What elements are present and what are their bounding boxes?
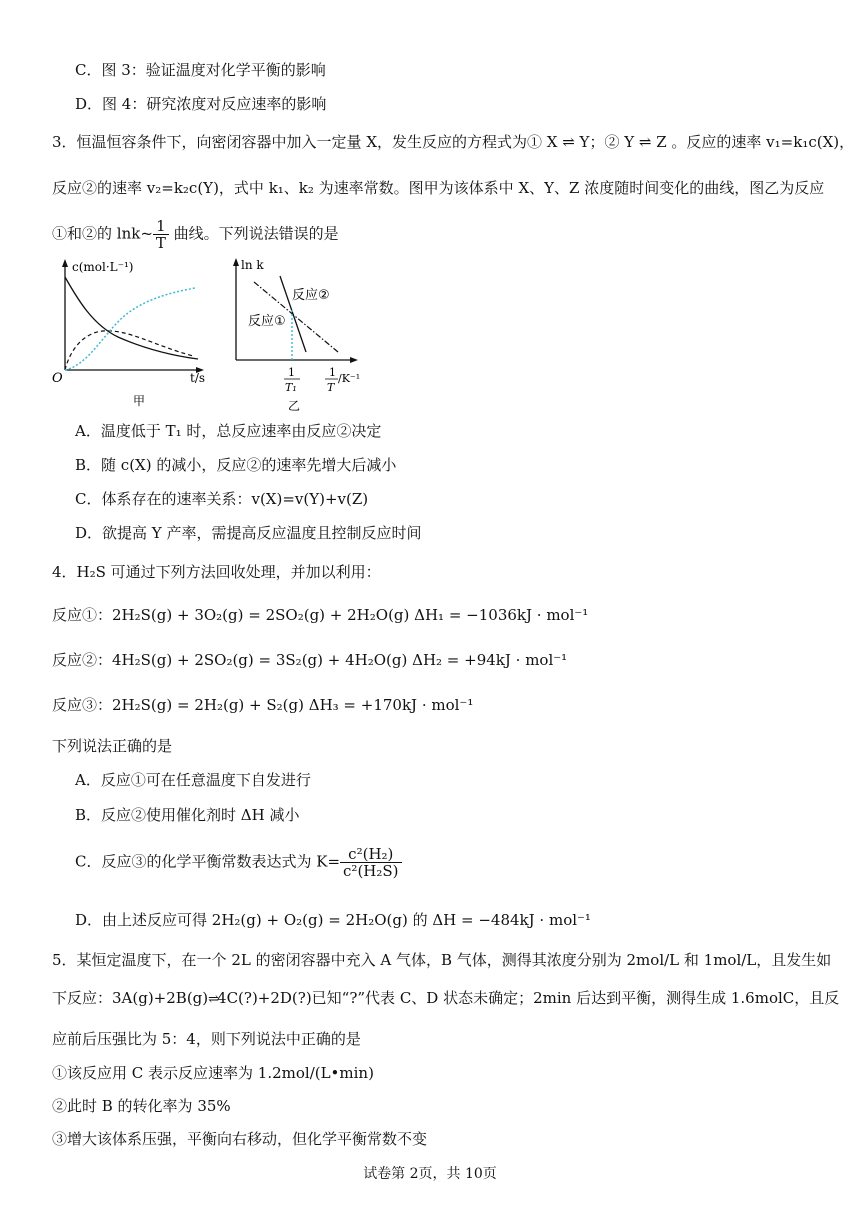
q5-stem-line3: 应前后压强比为 5：4，则下列说法中正确的是 (52, 1030, 361, 1048)
q3-option-c: C．体系存在的速率关系：v(X)=v(Y)+v(Z) (75, 490, 369, 508)
q5-stem-line2-pre: 下反应：3A(g)+2B(g) (52, 989, 209, 1007)
q3-stem-line2: 反应②的速率 v₂=k₂c(Y)，式中 k₁、k₂ 为速率常数。图甲为该体系中 X、Y、Z 浓度随时间变化的曲线，图乙为反应 (52, 179, 825, 197)
q4-stem: 4．H₂S 可通过下列方法回收处理，并加以利用： (52, 563, 381, 581)
frac-denominator: T (155, 234, 166, 252)
q3-stem-line3-post: 曲线。下列说法错误的是 (168, 224, 339, 243)
curve-y (65, 331, 193, 370)
q4-reaction-3: 反应③：2H₂S(g) = 2H₂(g) + S₂(g) ΔH₃ = +170kJ · mol⁻¹ (52, 696, 474, 714)
fig-a-x-label: t/s (190, 371, 206, 385)
fig-b-y-arrow (233, 258, 239, 266)
q3-option-a: A．温度低于 T₁ 时，总反应速率由反应②决定 (75, 422, 382, 440)
q4-option-b: B．反应②使用催化剂时 ΔH 减小 (75, 806, 300, 824)
q5-stem-line2-post: 4C(?)+2D(?)已知“?”代表 C、D 状态未确定；2min 后达到平衡，测得生成 1.6molC，且反 (217, 989, 840, 1007)
q2-option-d: D．图 4：研究浓度对反应速率的影响 (75, 95, 327, 113)
page-footer: 试卷第 2页，共 10页 (363, 1166, 497, 1182)
q3-stem-line1: 3．恒温恒容条件下，向密闭容器中加入一定量 X，发生反应的方程式为① X ⇌ Y；② Y ⇌ Z 。反应的速率 v₁=k₁c(X)， (52, 133, 855, 151)
label-reaction-1: 反应① (248, 314, 286, 329)
fig-b-x-label-num: 1 (329, 366, 336, 379)
tick-t1-num: 1 (288, 366, 295, 379)
fig-b-y-label: ln k (241, 258, 264, 272)
q4-reaction-1: 反应①：2H₂S(g) + 3O₂(g) = 2SO₂(g) + 2H₂O(g) ΔH₁ = −1036kJ · mol⁻¹ (52, 606, 589, 624)
figure-concentration-time (48, 255, 218, 415)
q3-stem-line3-pre: ①和②的 lnk~ (52, 224, 153, 243)
q5-stem-line1: 5．某恒定温度下，在一个 2L 的密闭容器中充入 A 气体，B 气体，测得其浓度分别为 2mol/L 和 1mol/L，且发生如 (52, 951, 832, 969)
q5-statement-3: ③增大该体系压强，平衡向右移动，但化学平衡常数不变 (52, 1130, 428, 1148)
fig-b-x-label-unit: /K⁻¹ (338, 372, 361, 385)
reversible-arrow-icon: ⇌ (208, 992, 218, 1007)
q2-option-c: C．图 3：验证温度对化学平衡的影响 (75, 61, 326, 79)
curve-x (65, 277, 198, 359)
fig-a-origin: O (52, 371, 63, 386)
fig-b-x-label-den: T (327, 381, 335, 394)
q4-option-c (75, 846, 402, 879)
figure-lnk-vs-inverse-t (226, 252, 366, 417)
tick-t1-den: T₁ (285, 381, 297, 394)
curve-z (65, 288, 195, 370)
q4-option-a: A．反应①可在任意温度下自发进行 (75, 771, 311, 789)
k-denominator: c²(H₂S) (343, 862, 399, 880)
q5-statement-1: ①该反应用 C 表示反应速率为 1.2mol/(L•min) (52, 1064, 374, 1082)
k-numerator: c²(H₂) (340, 846, 402, 863)
q4-prompt: 下列说法正确的是 (52, 737, 173, 755)
fig-a-y-arrow (62, 259, 68, 267)
q3-stem-line3 (52, 218, 339, 251)
fig-a-caption: 甲 (133, 394, 146, 408)
equilibrium-constant-fraction (340, 846, 402, 879)
q3-option-d: D．欲提高 Y 产率，需提高反应温度且控制反应时间 (75, 524, 422, 542)
q4-option-d: D．由上述反应可得 2H₂(g) + O₂(g) = 2H₂O(g) 的 ΔH = −484kJ · mol⁻¹ (75, 911, 591, 929)
fig-b-caption: 乙 (288, 399, 301, 413)
fig-b-x-arrow (350, 357, 358, 363)
fig-a-y-label: c(mol·L⁻¹) (72, 260, 134, 274)
inverse-t-fraction (153, 218, 169, 251)
q3-option-b: B．随 c(X) 的减小，反应②的速率先增大后减小 (75, 456, 397, 474)
q5-stem-line2 (52, 988, 839, 1010)
label-reaction-2: 反应② (292, 288, 330, 303)
q5-statement-2: ②此时 B 的转化率为 35% (52, 1097, 231, 1115)
q4-option-c-text: C．反应③的化学平衡常数表达式为 K= (75, 852, 341, 871)
frac-numerator: 1 (153, 218, 169, 235)
q4-reaction-2: 反应②：4H₂S(g) + 2SO₂(g) = 3S₂(g) + 4H₂O(g) ΔH₂ = +94kJ · mol⁻¹ (52, 651, 568, 669)
